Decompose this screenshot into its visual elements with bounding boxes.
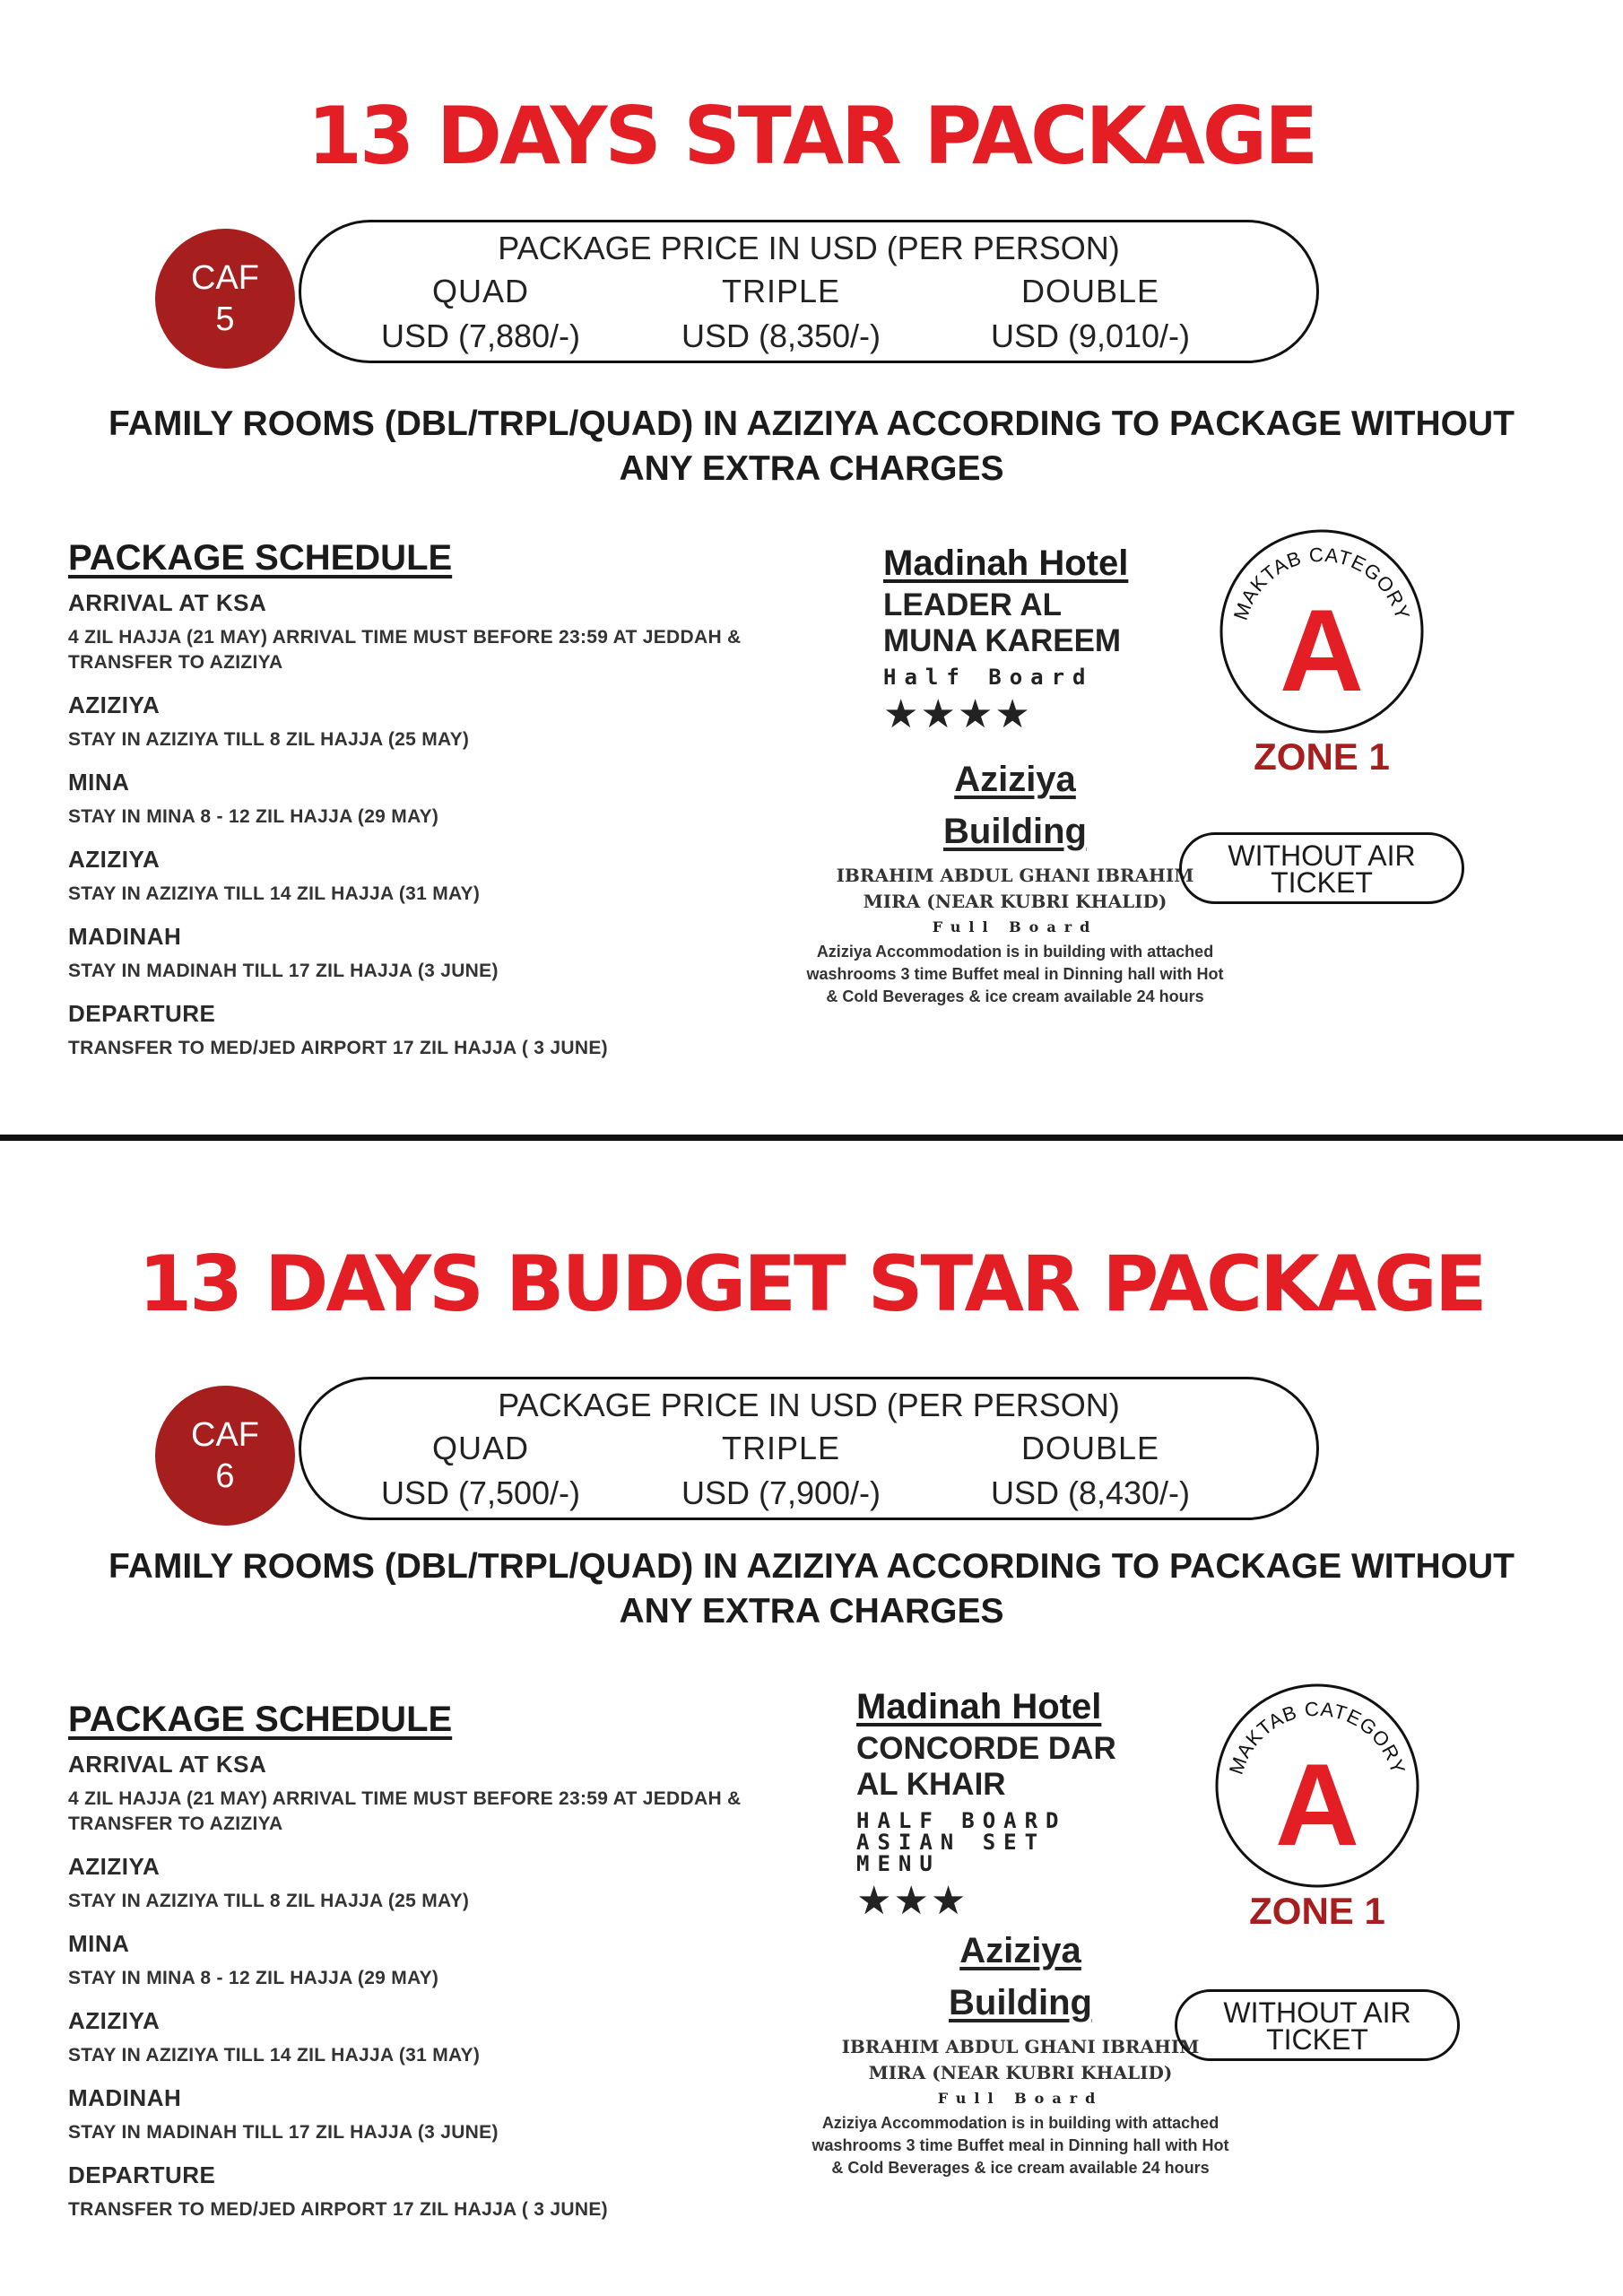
- schedule-head: AZIZIYA: [68, 846, 161, 873]
- price-heading: PACKAGE PRICE IN USD (PER PERSON): [498, 230, 1120, 266]
- caf-badge: [155, 229, 295, 369]
- schedule-body: TRANSFER TO MED/JED AIRPORT 17 ZIL HAJJA ( 3 JUNE): [68, 2199, 608, 2220]
- hotel-board: HALF BOARD ASIAN SET MENU: [856, 1808, 1067, 1876]
- hotel-name-line: CONCORDE DAR: [856, 1731, 1116, 1766]
- madinah-hotel: [856, 1686, 1233, 1923]
- schedule-body: TRANSFER TO MED/JED AIRPORT 17 ZIL HAJJA ( 3 JUNE): [68, 1038, 608, 1058]
- schedule-body: 4 ZIL HAJJA (21 MAY) ARRIVAL TIME MUST BEFORE 23:59 AT JEDDAH & TRANSFER TO AZIZIYA: [68, 627, 742, 673]
- price-quad: [355, 269, 606, 359]
- zone-label: ZONE 1: [1249, 1890, 1385, 1932]
- schedule-body: STAY IN AZIZIYA TILL 8 ZIL HAJJA (25 MAY): [68, 1891, 470, 1911]
- aziziya-board: Full Board: [932, 918, 1098, 935]
- hotel-name-line: MUNA KAREEM: [883, 623, 1122, 658]
- zone-label: ZONE 1: [1254, 735, 1390, 778]
- schedule-head: AZIZIYA: [68, 2007, 161, 2034]
- aziziya-address: IBRAHIM ABDUL GHANI IBRAHIM MIRA (NEAR KUBRI KHALID): [836, 865, 1194, 912]
- family-rooms-note: FAMILY ROOMS (DBL/TRPL/QUAD) IN AZIZIYA ACCORDING TO PACKAGE WITHOUT ANY EXTRA CHARGES: [108, 404, 1515, 488]
- package-schedule: [68, 538, 821, 1061]
- price-label: QUAD: [431, 273, 529, 309]
- star-rating-icon: ★★★★: [883, 691, 1032, 737]
- aziziya-title-line: Aziziya: [954, 760, 1076, 799]
- price-triple: [655, 269, 907, 359]
- price-value: USD (7,500/-): [380, 1474, 581, 1511]
- caf-label: CAF: [191, 259, 259, 297]
- caf-label: CAF: [191, 1416, 259, 1454]
- price-label: DOUBLE: [1020, 1430, 1160, 1466]
- schedule-head: AZIZIYA: [68, 1853, 161, 1880]
- aziziya-description: Aziziya Accommodation is in building with attached washrooms 3 time Buffet meal in Dinning hall with Hot & Cold Beverages & ice cream available 24 hours: [812, 2114, 1229, 2177]
- aziziya-title: [804, 753, 1226, 857]
- price-box: [299, 1377, 1319, 1520]
- price-value: USD (7,880/-): [380, 317, 581, 354]
- aziziya-address: IBRAHIM ABDUL GHANI IBRAHIM MIRA (NEAR KUBRI KHALID): [841, 2036, 1200, 2083]
- schedule-head: ARRIVAL AT KSA: [68, 1751, 267, 1778]
- hotel-name: [856, 1731, 1233, 1803]
- schedule-head: MADINAH: [68, 923, 182, 950]
- hotel-name-line: LEADER AL: [883, 587, 1062, 622]
- maktab-grade: A: [1275, 1739, 1359, 1870]
- maktab-grade: A: [1280, 585, 1364, 716]
- caf-number: 6: [215, 1457, 235, 1495]
- price-double: [965, 269, 1216, 359]
- hotel-name-line: AL KHAIR: [856, 1767, 1006, 1802]
- schedule-body: STAY IN MADINAH TILL 17 ZIL HAJJA (3 JUNE): [68, 2122, 499, 2143]
- schedule-head: MADINAH: [68, 2084, 182, 2111]
- price-heading: PACKAGE PRICE IN USD (PER PERSON): [498, 1387, 1120, 1423]
- schedule-body: STAY IN AZIZIYA TILL 8 ZIL HAJJA (25 MAY): [68, 729, 470, 750]
- price-value: USD (8,350/-): [681, 317, 881, 354]
- price-triple: [655, 1426, 907, 1516]
- hotel-board: Half Board: [883, 665, 1094, 690]
- air-line: TICKET: [1266, 2023, 1368, 2056]
- aziziya-building: [810, 1925, 1231, 2179]
- hotel-name: [883, 587, 1260, 659]
- price-quad: [355, 1426, 606, 1516]
- schedule-head: ARRIVAL AT KSA: [68, 589, 267, 616]
- star-rating-icon: ★★★: [856, 1878, 968, 1924]
- air-line: TICKET: [1271, 866, 1373, 899]
- price-value: USD (8,430/-): [990, 1474, 1191, 1511]
- maktab-category-badge: [1213, 1682, 1421, 1890]
- schedule-title: PACKAGE SCHEDULE: [68, 1700, 453, 1739]
- madinah-hotel: [883, 543, 1260, 736]
- package-title: 13 DAYS STAR PACKAGE: [307, 90, 1316, 182]
- schedule-body: STAY IN MINA 8 - 12 ZIL HAJJA (29 MAY): [68, 806, 439, 827]
- maktab-category-text: MAKTAB CATEGORY: [1228, 543, 1415, 623]
- aziziya-board: Full Board: [937, 2090, 1104, 2107]
- price-value: USD (9,010/-): [990, 317, 1191, 354]
- maktab-category-badge: [1218, 527, 1426, 735]
- price-value: USD (7,900/-): [681, 1474, 881, 1511]
- schedule-body: STAY IN AZIZIYA TILL 14 ZIL HAJJA (31 MAY): [68, 2045, 481, 2066]
- aziziya-description: Aziziya Accommodation is in building with attached washrooms 3 time Buffet meal in Dinning hall with Hot & Cold Beverages & ice cream available 24 hours: [806, 943, 1224, 1005]
- price-label: TRIPLE: [721, 273, 841, 309]
- schedule-item: [68, 1751, 821, 2222]
- schedule-head: MINA: [68, 769, 130, 796]
- aziziya-title-line: Building: [949, 1983, 1092, 2022]
- price-label: QUAD: [431, 1430, 529, 1466]
- schedule-head: AZIZIYA: [68, 691, 161, 718]
- schedule-body: 4 ZIL HAJJA (21 MAY) ARRIVAL TIME MUST BEFORE 23:59 AT JEDDAH & TRANSFER TO AZIZIYA: [68, 1788, 742, 1834]
- aziziya-title-line: Building: [943, 812, 1087, 851]
- price-box: [299, 220, 1319, 363]
- schedule-head: MINA: [68, 1930, 130, 1957]
- schedule-head: DEPARTURE: [68, 2161, 216, 2188]
- aziziya-title-line: Aziziya: [959, 1931, 1081, 1970]
- package-title: 13 DAYS BUDGET STAR PACKAGE: [138, 1239, 1485, 1329]
- without-air-ticket-badge: [1175, 1989, 1460, 2061]
- schedule-item: [68, 589, 821, 1061]
- price-label: TRIPLE: [721, 1430, 841, 1466]
- schedule-body: STAY IN MINA 8 - 12 ZIL HAJJA (29 MAY): [68, 1968, 439, 1988]
- price-label: DOUBLE: [1020, 273, 1160, 309]
- section-divider: [0, 1135, 1623, 1141]
- air-line: WITHOUT AIR: [1223, 1996, 1411, 2029]
- caf-badge: [155, 1386, 295, 1526]
- schedule-head: DEPARTURE: [68, 1000, 216, 1027]
- schedule-body: STAY IN AZIZIYA TILL 14 ZIL HAJJA (31 MAY): [68, 883, 481, 904]
- package-schedule: [68, 1700, 821, 2222]
- maktab-category-text: MAKTAB CATEGORY: [1224, 1697, 1410, 1778]
- caf-number: 5: [215, 300, 235, 338]
- family-rooms-note: FAMILY ROOMS (DBL/TRPL/QUAD) IN AZIZIYA ACCORDING TO PACKAGE WITHOUT ANY EXTRA CHARGES: [108, 1547, 1515, 1631]
- schedule-body: STAY IN MADINAH TILL 17 ZIL HAJJA (3 JUNE): [68, 961, 499, 981]
- aziziya-title: [810, 1925, 1231, 2029]
- hotel-title: Madinah Hotel: [883, 544, 1129, 583]
- hotel-title: Madinah Hotel: [856, 1687, 1102, 1726]
- air-line: WITHOUT AIR: [1228, 839, 1416, 872]
- aziziya-building: [804, 753, 1226, 1008]
- price-double: [965, 1426, 1216, 1516]
- schedule-title: PACKAGE SCHEDULE: [68, 538, 453, 578]
- without-air-ticket-badge: [1179, 832, 1464, 904]
